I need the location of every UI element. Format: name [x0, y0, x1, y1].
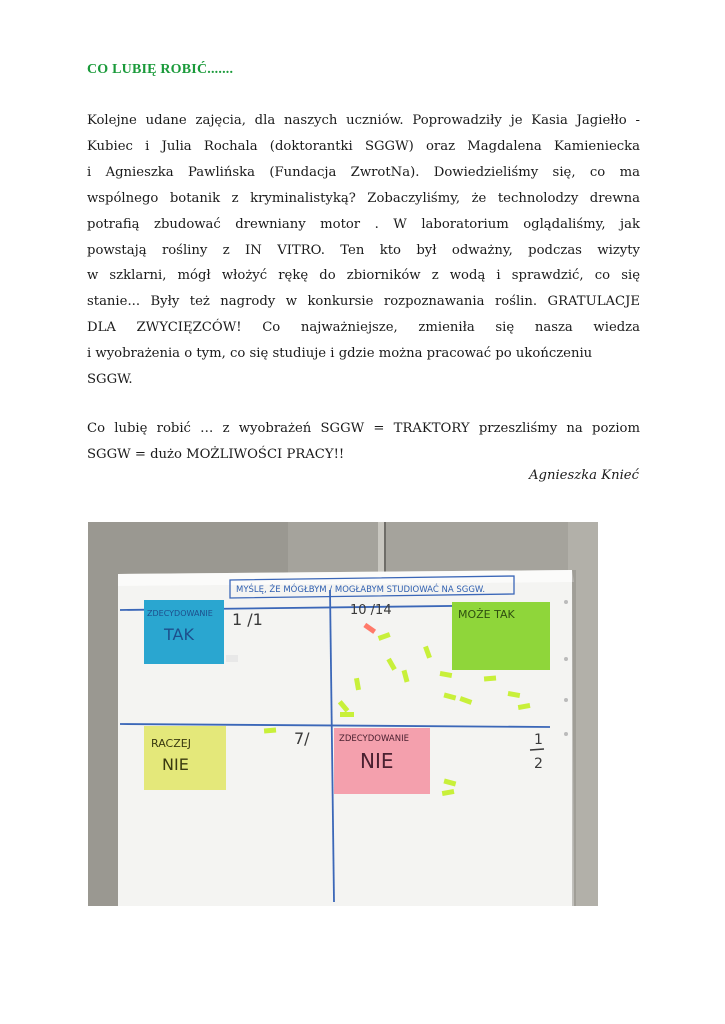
paragraph-line: w szklarni, mógł włożyć rękę do zbiorników z wodą i sprawdzić, co się: [87, 268, 640, 284]
flipchart-photo: [88, 522, 598, 906]
article-paragraph: [87, 108, 640, 393]
note-label: NIE: [162, 755, 189, 774]
paragraph-line: SGGW = dużo MOŻLIWOŚCI PRACY!!: [87, 446, 345, 462]
count-label: 1: [534, 732, 543, 748]
paragraph-line: wspólnego botanik z kryminalistyką? Zobaczyliśmy, że technolodzy drewna: [87, 190, 640, 206]
note-label: MOŻE TAK: [458, 608, 515, 621]
paragraph-line: potrafią zbudować drewniany motor . W laboratorium oglądaliśmy, jak: [87, 216, 640, 232]
header-text: MYŚLĘ, ŻE MÓGŁBYM / MOGŁABYM STUDIOWAĆ NA SGGW.: [236, 585, 486, 595]
paragraph-line: DLA ZWYCIĘZCÓW! Co najważniejsze, zmieniła się nasza wiedza: [87, 320, 640, 336]
note-label: NIE: [360, 749, 394, 773]
paragraph-line: Kubiec i Julia Rochala (doktorantki SGGW) oraz Magdalena Kamieniecka: [87, 138, 640, 154]
count-label: 2: [534, 756, 543, 772]
article-title: CO LUBIĘ ROBIĆ.......: [87, 62, 234, 77]
photo-scene: [88, 522, 598, 906]
count-label: 7/: [294, 729, 310, 748]
note-label: TAK: [164, 625, 194, 644]
article-paragraph-closing: [87, 416, 640, 468]
paragraph-line: i Agnieszka Pawlińska (Fundacja ZwrotNa). Dowiedzieliśmy się, co ma: [87, 164, 640, 180]
author-signature: Agnieszka Knieć: [529, 468, 639, 483]
count-label: 10 /14: [350, 603, 392, 618]
paragraph-line: i wyobrażenia o tym, co się studiuje i gdzie można pracować po ukończeniu: [87, 346, 593, 362]
paragraph-line: SGGW.: [87, 372, 133, 388]
paragraph-line: stanie... Były też nagrody w konkursie rozpoznawania roślin. GRATULACJE: [87, 294, 640, 310]
paragraph-line: powstają rośliny z IN VITRO. Ten kto był odważny, podczas wizyty: [87, 242, 640, 258]
note-label: RACZEJ: [151, 737, 191, 750]
paragraph-line: Kolejne udane zajęcia, dla naszych uczniów. Poprowadziły je Kasia Jagiełło -: [87, 113, 640, 128]
note-label: ZDECYDOWANIE: [147, 609, 213, 618]
paragraph-line: Co lubię robić … z wyobrażeń SGGW = TRAKTORY przeszliśmy na poziom: [87, 421, 640, 436]
note-label: ZDECYDOWANIE: [339, 734, 409, 744]
count-label: 1 /1: [232, 610, 263, 629]
